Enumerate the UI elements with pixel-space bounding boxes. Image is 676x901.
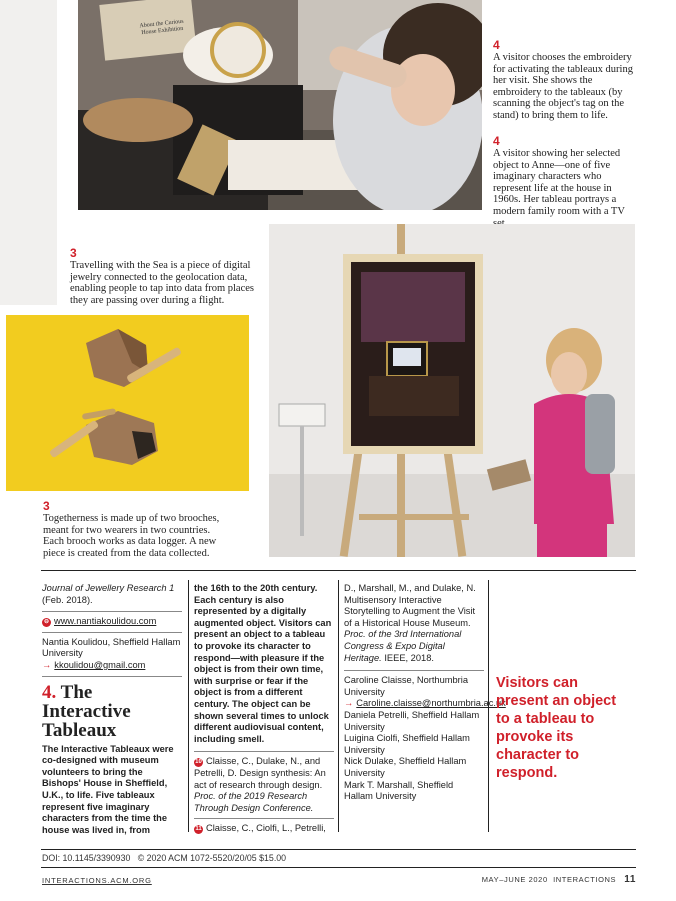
page-number: 11 [624,874,636,885]
author-affiliation: Nick Dulake, Sheffield Hallam University [344,756,467,778]
doi-line [42,853,286,863]
caption-embroidery [493,39,633,122]
reference-italic: Proc. of the 3rd International Congress & Expo Digital Heritage. [344,629,462,663]
reference-text: IEEE, 2018. [384,652,434,663]
reference-text: Claisse, C., Ciolfi, L., Petrelli, [206,823,326,834]
email-link[interactable]: Caroline.claisse@northumbria.ac.uk [356,698,506,709]
reference-italic: Proc. of the 2019 Research Through Design Conference. [194,791,314,813]
section-number: 4. [42,681,57,703]
caption-tableau-visitor [493,135,636,229]
divider [194,818,334,819]
photo-tableau-easel [269,224,635,557]
caption-text: A visitor showing her selected object to Anne—one of five imaginary characters who represent life at the house in 1960s. Her tableau portrays a modern family room with a TV [493,148,625,217]
site-url[interactable]: INTERACTIONS.ACM.ORG [42,876,152,885]
divider [42,611,182,612]
footer-bottom-rule [41,867,636,868]
reference-text: Claisse, C., Dulake, N., and Petrelli, D. Design synthesis: An act of research through design. [194,756,326,790]
section-title-line: Interactive [42,700,131,722]
issue-date: MAY–JUNE 2020 [481,875,548,884]
doi: DOI: 10.1145/3390930 [42,853,131,863]
journal-date: (Feb. 2018). [42,594,93,605]
column-divider [188,580,189,832]
author-affiliation: Caroline Claisse, Northumbria University [344,675,469,697]
section-title-line: The [60,681,93,703]
website-link[interactable]: www.nantiakoulidou.com [54,616,157,627]
divider [194,751,334,752]
reference-number: 11 [195,826,202,833]
reference-number: 10 [195,759,202,766]
column-1 [42,583,182,836]
caption-number: 4 [493,134,500,148]
section-heading [42,683,182,740]
arrow-right-icon: → [42,659,52,670]
author-affiliation: Nantia Koulidou, Sheffield Hallam University [42,636,181,659]
caption-text: A visitor chooses the embroidery for activating the tableaux during her visit. She shows the embroidery to the tableaux (by scanning the object's tag on the stand) to bring them to life. [493,52,633,121]
divider [42,632,182,633]
author-affiliation: Daniela Petrelli, Sheffield Hallam University [344,709,480,732]
caption-number: 3 [43,499,50,513]
divider [344,670,484,671]
caption-number: 3 [70,246,77,260]
caption-togetherness [43,500,233,559]
body-text: the 16th to the 20th century. Each century is also represented by a digitally augmented object. Visitors can present an object to a tableau to provoke its character to respond—with pleasure if the object is from their own time, with surprise or fear if the object is from a different century. The object can be shown several times to unlock different audiovisual content, including smell. [194,583,332,744]
section-title-line: Tableaux [42,719,117,741]
section-top-rule [41,570,636,571]
issue-info [470,874,636,885]
divider [42,676,182,677]
magazine-name: INTERACTIONS [553,875,617,884]
web-icon: ⊖ [43,619,50,626]
caption-text: Togetherness is made up of two brooches, meant for two wearers in two countries. Each brooch works as data logger. A new piece is created from the data collected. [43,513,220,559]
author-affiliation: Luigina Ciolfi, Sheffield Hallam University [344,733,470,755]
copyright: © 2020 ACM 1072-5520/20/05 $15.00 [137,853,287,863]
page-edge-strip [0,0,57,305]
footer-rule [41,849,636,850]
pull-quote: Visitors can present an object to a tableau to provoke its character to respond. [496,675,617,781]
caption-travelling-with-the-sea [70,247,258,306]
body-text: The Interactive Tableaux were co-designed with museum volunteers to bring the Bishops' House in Sheffield, U.K., to life. Five tableaux represent five imaginary characters from the time the house was lived in, from [42,743,174,835]
caption-number: 4 [493,38,500,52]
caption-text: Travelling with the Sea is a piece of digital jewelry connected to the geolocation data, enabling people to tap into data from places they are passing over during a flight. [70,260,254,306]
email-link[interactable]: kkoulidou@gmail.com [54,659,146,670]
column-3 [344,583,506,803]
column-2 [194,583,334,835]
exhibition-sign-text: About the Curious House Exhibition [139,18,184,37]
photo-togetherness-brooches [6,315,249,491]
journal-name: Journal of Jewellery Research 1 [42,583,175,593]
reference-text: D., Marshall, M., and Dulake, N. Multisensory Interactive Storytelling to Augment the Visit of a Historical House Museum. [344,583,476,628]
arrow-right-icon: → [344,698,354,709]
author-affiliation: Mark T. Marshall, Sheffield Hallam University [344,779,454,802]
column-divider [338,580,339,832]
